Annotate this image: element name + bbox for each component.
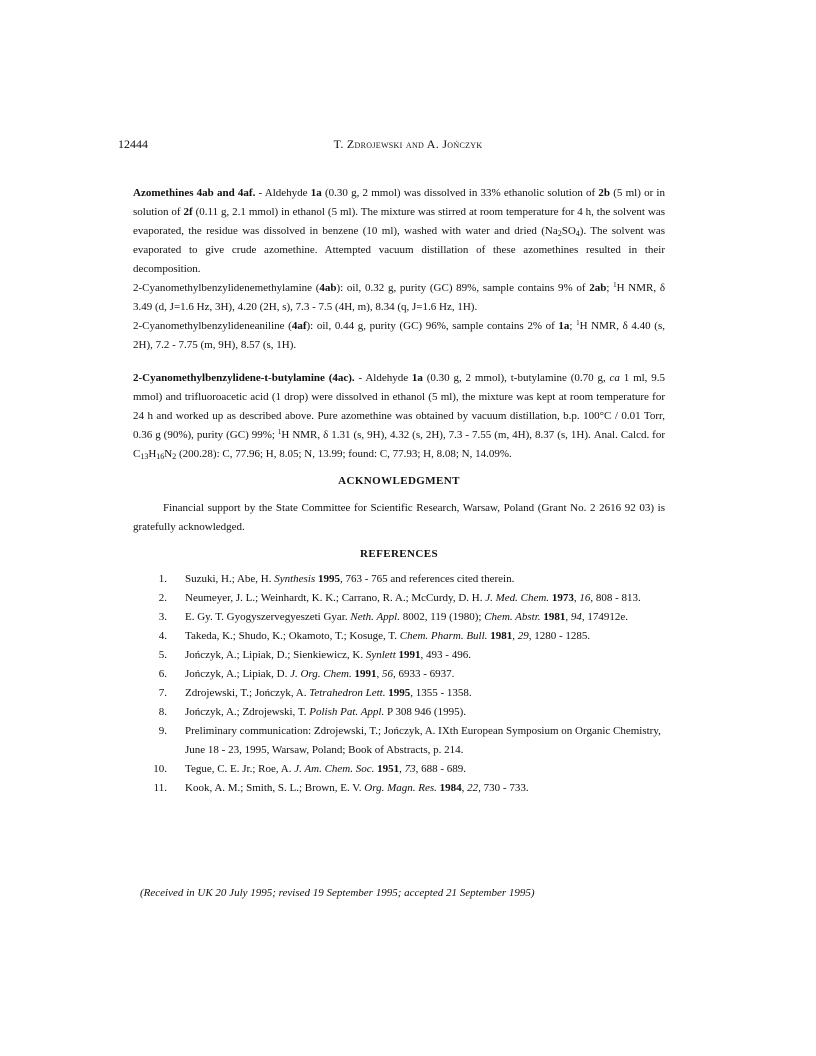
reference-item (133, 703, 665, 722)
reference-a: Preliminary communication: Zdrojewski, T.; Jończyk, A. IXth European Symposium on Organic Chemistry, June 18 - 23, 1995, Warsaw, Poland; Book of Abstracts, p. 214. (185, 725, 661, 756)
reference-year: 1973 (549, 592, 574, 604)
reference-item (133, 684, 665, 703)
reference-a: Takeda, K.; Shudo, K.; Okamoto, T.; Kosuge, T. (185, 630, 400, 642)
reference-text (185, 684, 665, 703)
spacer (133, 464, 665, 472)
text: - Aldehyde (354, 372, 412, 384)
reference-number: 8. (158, 706, 167, 718)
text: H NMR, δ 1.31 (s, 9H), 4.32 (s, 2H), 7.3 - 7.55 (m, 4H), 8.37 (s, 1H). Anal. Calcd. for C (133, 429, 665, 460)
reference-year: 1981 (540, 611, 566, 623)
reference-journal: J. Org. Chem. (290, 668, 352, 680)
text: (5 ml) or in solution of (133, 187, 665, 218)
text: ) (336, 282, 341, 294)
reference-a: Kook, A. M.; Smith, S. L.; Brown, E. V. (185, 782, 365, 794)
butylamine-paragraph (133, 369, 665, 464)
reference-item (133, 627, 665, 646)
compound-ref: 2ab (589, 282, 607, 294)
reference-rest: , 6933 - 6937. (392, 668, 455, 680)
received-line (140, 887, 535, 899)
reference-year: 1995 (315, 573, 340, 585)
compound-4af-paragraph (133, 317, 665, 355)
azomethines-paragraph (133, 184, 665, 279)
compound-ref: 2f (183, 206, 193, 218)
spacer (133, 491, 665, 499)
reference-rest: , 688 - 689. (415, 763, 467, 775)
reference-journal: Org. Magn. Res. (364, 782, 437, 794)
subscript: 2 (557, 229, 562, 238)
superscript: 1 (576, 319, 580, 327)
subscript: 4 (575, 229, 580, 238)
reference-year: 1981 (487, 630, 513, 642)
reference-rest: 8002, 119 (1980); (399, 611, 485, 623)
reference-rest: , 763 - 765 and references cited therein. (339, 573, 515, 585)
text: H NMR, δ 3.49 (d, J=1.6 Hz, 3H), 4.20 (2H, s), 7.3 - 7.5 (4H, m), 8.34 (q, J=1.6 Hz, 1H). (133, 282, 665, 313)
reference-vol: , 56 (376, 668, 393, 680)
compound-name: 2-Cyanomethylbenzylidenemethylamine ( (133, 282, 320, 294)
text: N (164, 448, 173, 460)
reference-a: E. Gy. T. Gyogyszervegyeszeti Gyar. (185, 611, 351, 623)
reference-text (185, 779, 665, 798)
reference-journal: Synthesis (274, 573, 316, 585)
reference-journal: Synlett (365, 649, 396, 661)
compound-ref: 4ab (319, 282, 337, 294)
reference-item (133, 589, 665, 608)
reference-number: 4. (158, 630, 167, 642)
reference-item (133, 608, 665, 627)
reference-vol: , 73 (399, 763, 416, 775)
compound-4ab-paragraph (133, 279, 665, 317)
reference-text (185, 627, 665, 646)
compound-ref: 4af (291, 320, 307, 332)
reference-number: 1. (158, 573, 167, 585)
text: (0.11 g, 2.1 mmol) in ethanol (5 ml). The mixture was stirred at room temperature for 4 h, the solvent was evaporated, the residue was dissolved in benzene (10 ml), washed with water and dried (Na (133, 206, 665, 237)
reference-item (133, 722, 665, 760)
text: H (148, 448, 157, 460)
reference-rest2: , 174912e. (581, 611, 628, 623)
reference-a: Teguе, C. E. Jr.; Roe, A. (185, 763, 295, 775)
acknowledgment-text: Financial support by the State Committee for Scientific Research, Warsaw, Poland (Grant No. 2 2616 92 03) is gratefully acknowledged. (133, 502, 665, 533)
reference-text (185, 608, 665, 627)
text: (200.28): C, 77.96; H, 8.05; N, 13.99; found: C, 77.93; H, 8.08; N, 14.09%. (176, 448, 512, 460)
text: ; (606, 282, 614, 294)
section-title: 2-Cyanomethylbenzylidene-t-butylamine (4ac). (133, 372, 355, 384)
text: SO (561, 225, 576, 237)
reference-vol: , 29 (512, 630, 529, 642)
reference-journal: J. Med. Chem. (485, 592, 550, 604)
reference-text (185, 722, 665, 760)
reference-number: 5. (158, 649, 167, 661)
reference-item (133, 665, 665, 684)
reference-a: Jończyk, A.; Lipiak, D.; Sienkiewicz, K. (185, 649, 366, 661)
reference-journal: J. Am. Chem. Soc. (294, 763, 375, 775)
reference-journal: Tetrahedron Lett. (309, 687, 386, 699)
text: ) (306, 320, 311, 332)
reference-year: 1991 (395, 649, 421, 661)
text: : oil, 0.44 g, purity (GC) 96%, sample contains 2% of (310, 320, 559, 332)
reference-journal: Chem. Pharm. Bull. (399, 630, 488, 642)
reference-rest: , 493 - 496. (420, 649, 471, 661)
superscript: 1 (277, 428, 282, 436)
reference-rest: , 1280 - 1285. (528, 630, 591, 642)
reference-a: Zdrojewski, T.; Jończyk, A. (185, 687, 310, 699)
running-head: T. Zdrojewski and A. Jończyk (333, 137, 483, 151)
reference-vol: , 22 (461, 782, 479, 794)
section-title: Azomethines 4ab and 4af. (133, 187, 256, 199)
subscript: 16 (156, 452, 165, 461)
reference-year: 1995 (385, 687, 411, 699)
text: - Aldehyde (255, 187, 311, 199)
reference-journal2: Chem. Abstr. (484, 611, 541, 623)
subscript: 2 (172, 452, 177, 461)
text: (0.30 g, 2 mmol) was dissolved in 33% ethanolic solution of (321, 187, 599, 199)
compound-name: 2-Cyanomethylbenzylideneaniline ( (133, 320, 292, 332)
reference-vol: , 16 (573, 592, 591, 604)
compound-ref: 1a (310, 187, 322, 199)
subscript: 13 (140, 452, 149, 461)
acknowledgment-heading: ACKNOWLEDGMENT (338, 475, 460, 487)
text: ; (569, 320, 577, 332)
reference-a: Suzuki, H.; Abe, H. (185, 573, 275, 585)
reference-text (185, 760, 665, 779)
reference-number: 3. (158, 611, 167, 623)
article-body (133, 184, 665, 798)
reference-rest: P 308 946 (1995). (384, 706, 467, 718)
reference-a: Jończyk, A.; Lipiak, D. (185, 668, 291, 680)
compound-ref: 2b (598, 187, 611, 199)
reference-number: 10. (153, 763, 167, 775)
text: ). The solvent was evaporated to give crude azomethine. Attempted vacuum distillation of these azomethines resulted in their decomposition. (133, 225, 665, 275)
text: H NMR, δ 4.40 (s, 2H), 7.2 - 7.75 (m, 9H), 8.57 (s, 1H). (133, 320, 666, 351)
text: : oil, 0.32 g, purity (GC) 89%, sample contains 9% of (340, 282, 590, 294)
reference-a: Neumeyer, J. L.; Weinhardt, K. K.; Carrano, R. A.; McCurdy, D. H. (185, 592, 486, 604)
compound-ref: 1a (411, 372, 423, 384)
reference-text (185, 646, 665, 665)
compound-ref: 1a (558, 320, 570, 332)
reference-text (185, 589, 665, 608)
reference-journal: Neth. Appl. (350, 611, 400, 623)
reference-text (185, 665, 665, 684)
reference-number: 11. (153, 782, 167, 794)
received-text: (Received in UK 20 July 1995; revised 19 September 1995; accepted 21 September 1995) (140, 887, 535, 899)
text: (0.30 g, 2 mmol), t-butylamine (0.70 g, (422, 372, 610, 384)
reference-item (133, 570, 665, 589)
reference-number: 9. (158, 725, 167, 737)
reference-year: 1951 (374, 763, 400, 775)
reference-number: 6. (158, 668, 167, 680)
spacer (133, 355, 665, 369)
reference-rest: , 1355 - 1358. (410, 687, 472, 699)
reference-year: 1991 (351, 668, 377, 680)
reference-item (133, 779, 665, 798)
reference-a: Jończyk, A.; Zdrojewski, T. (185, 706, 310, 718)
reference-year: 1984 (436, 782, 462, 794)
text: 1 ml, 9.5 mmol) and trifluoroacetic acid (1 drop) were dissolved in ethanol (5 ml), the mixture was kept at room temperature for 24 h and worked up as described above. Pure azomethine was obtained by vacuum distillation, b.p. 100°C / 0.01 Torr, 0.36 g (90%), purity (GC) 99%; (133, 372, 665, 441)
reference-journal: Polish Pat. Appl. (309, 706, 385, 718)
text: ca (609, 372, 620, 384)
reference-text (185, 570, 665, 589)
reference-number: 7. (158, 687, 167, 699)
references-list (133, 570, 665, 798)
references-heading: REFERENCES (360, 548, 438, 560)
reference-rest: , 730 - 733. (478, 782, 529, 794)
spacer (133, 537, 665, 545)
reference-rest: , 808 - 813. (590, 592, 641, 604)
superscript: 1 (613, 281, 617, 289)
reference-item (133, 760, 665, 779)
reference-vol: , 94 (565, 611, 582, 623)
reference-text (185, 703, 665, 722)
page-number: 12444 (118, 137, 148, 151)
reference-number: 2. (158, 592, 167, 604)
reference-item (133, 646, 665, 665)
